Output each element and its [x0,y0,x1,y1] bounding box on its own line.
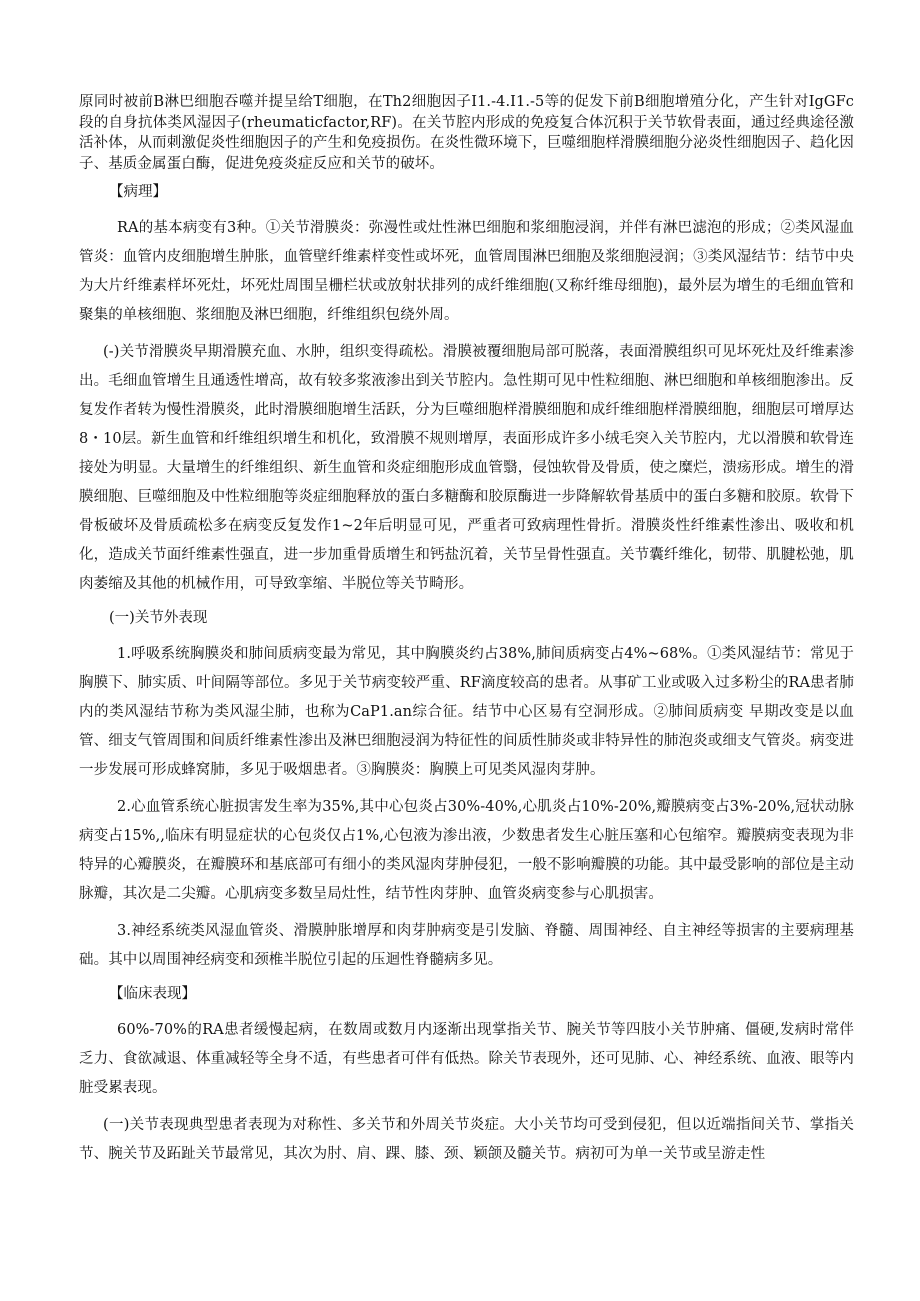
extra-articular-heading: (一)关节外表现 [109,610,208,626]
respiratory-paragraph: 1.呼吸系统胸膜炎和肺间质病变最为常见，其中胸膜炎约占38%,肺间质病变占4%~68%。①类风湿结节：常见于胸膜下、肺实质、叶间隔等部位。多见于关节病变较严重、RF滴度较高的患者。从事矿工业或吸入过多粉尘的RA患者肺内的类风湿结节称为类风湿尘肺，也称为CaP1.an综合征。结节中心区易有空洞形成。②肺间质病变 早期改变是以血管、细支气管周围和间质纤维素性渗出及淋巴细胞浸润为特征性的间质性肺炎或非特异性的肺泡炎或细支气管炎。病变进一步发展可形成蜂窝肺，多见于吸烟患者。③胸膜炎：胸膜上可见类风湿肉芽肿。 [79,646,854,778]
intro-paragraph: 原同时被前B淋巴细胞吞噬并提呈给T细胞，在Th2细胞因子I1.-4.I1.-5等的促发下前B细胞增殖分化，产生针对IgGFc段的自身抗体类风湿因子(rheumaticfactor,RF)。在关节腔内形成的免疫复合体沉积于关节软骨表面，通过经典途径激活补体，从而刺激促炎性细胞因子的产生和免疫损伤。在炎性微环境下，巨噬细胞样滑膜细胞分泌炎性细胞因子、趋化因子、基质金属蛋白酶，促进免疫炎症反应和关节的破坏。 [79,94,854,172]
clinical-heading: 【临床表现】 [109,986,196,1002]
document-page [79,92,854,1177]
pathology-heading: 【病理】 [109,184,167,200]
clinical-paragraph-2: (一)关节表现典型患者表现为对称性、多关节和外周关节炎症。大小关节均可受到侵犯，但以近端指间关节、掌指关节、腕关节及跖趾关节最常见，其次为肘、肩、踝、膝、颈、颖颌及髓关节。病初可为单一关节或呈游走性 [79,1117,854,1162]
pathology-paragraph-1: RA的基本病变有3种。①关节滑膜炎：弥漫性或灶性淋巴细胞和浆细胞浸润，并伴有淋巴滤泡的形成；②类风湿血管炎：血管内皮细胞增生肿胀，血管壁纤维素样变性或坏死，血管周围淋巴细胞及浆细胞浸润；③类风湿结节：结节中央为大片纤维素样坏死灶，坏死灶周围呈栅栏状或放射状排列的成纤维细胞(又称纤维母细胞)，最外层为增生的毛细血管和聚集的单核细胞、浆细胞及淋巴细胞，纤维组织包绕外周。 [79,220,854,323]
nervous-system-paragraph: 3.神经系统类风湿血管炎、滑膜肿胀增厚和肉芽肿病变是引发脑、脊髓、周围神经、自主神经等损害的主要病理基础。其中以周围神经病变和颈椎半脱位引起的压迴性脊髓病多见。 [79,923,854,968]
clinical-paragraph-1: 60%-70%的RA患者缓慢起病，在数周或数月内逐渐出现掌指关节、腕关节等四肢小关节肿痛、僵硬,发病时常伴乏力、食欲减退、体重减轻等全身不适，有些患者可伴有低热。除关节表现外，还可见肺、心、神经系统、血液、眼等内脏受累表现。 [79,1022,854,1096]
pathology-paragraph-2: (-)关节滑膜炎早期滑膜充血、水肿，组织变得疏松。滑膜被覆细胞局部可脱落，表面滑膜组织可见坏死灶及纤维素渗出。毛细血管增生且通透性增高，故有较多浆液渗出到关节腔内。急性期可见中性粒细胞、淋巴细胞和单核细胞渗出。反复发作者转为慢性滑膜炎，此时滑膜细胞增生活跃，分为巨噬细胞样滑膜细胞和成纤维细胞样滑膜细胞，细胞层可增厚达8・10层。新生血管和纤维组织增生和机化，致滑膜不规则增厚，表面形成许多小绒毛突入关节腔内，尤以滑膜和软骨连接处为明显。大量增生的纤维组织、新生血管和炎症细胞形成血管翳，侵蚀软骨及骨质，使之糜烂，溃疡形成。增生的滑膜细胞、巨噬细胞及中性粒细胞等炎症细胞释放的蛋白多糖酶和胶原酶进一步降解软骨基质中的蛋白多糖和胶原。软骨下骨板破坏及骨质疏松多在病变反复发作1~2年后明显可见，严重者可致病理性骨折。滑膜炎性纤维素性渗出、吸收和机化，造成关节面纤维素性强直，进一步加重骨质增生和钙盐沉着，关节呈骨性强直。关节囊纤维化，韧带、肌腱松弛，肌肉萎缩及其他的机械作用，可导致挛缩、半脱位等关节畸形。 [79,344,854,592]
cardiovascular-paragraph: 2.心血管系统心脏损害发生率为35%,其中心包炎占30%-40%,心肌炎占10%-20%,瓣膜病变占3%-20%,冠状动脉病变占15%,,临床有明显症状的心包炎仅占1%,心包液为渗出液，少数患者发生心脏压塞和心包缩窄。瓣膜病变表现为非特异的心瓣膜炎，在瓣膜环和基底部可有细小的类风湿肉芽肿侵犯，一般不影响瓣膜的功能。其中最受影响的部位是主动脉瓣，其次是二尖瓣。心肌病变多数呈局灶性，结节性肉芽肿、血管炎病变参与心肌损害。 [79,799,854,902]
